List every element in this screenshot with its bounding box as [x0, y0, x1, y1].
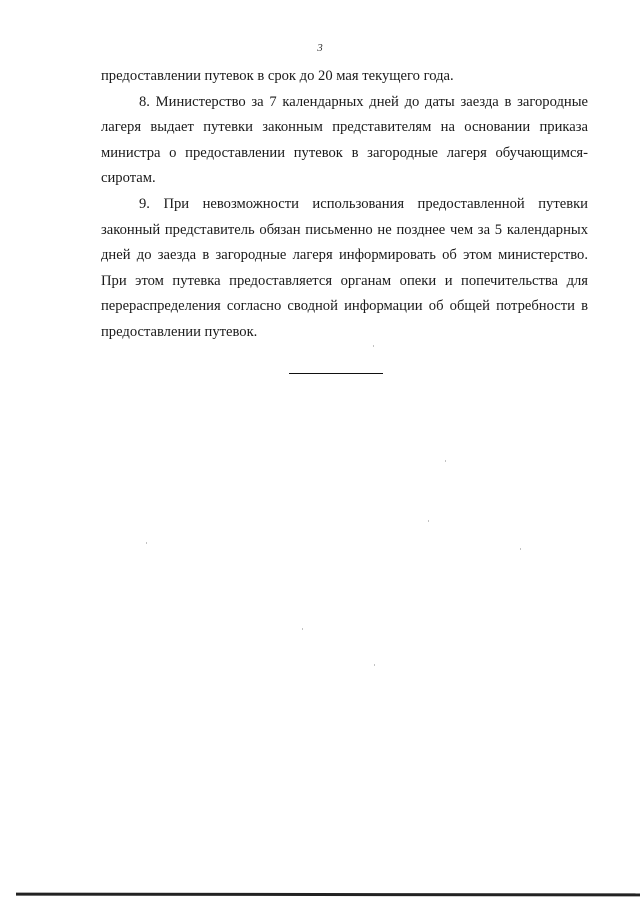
scan-bottom-edge — [16, 893, 640, 897]
scan-artifact — [146, 542, 147, 544]
page-number: 3 — [317, 42, 323, 54]
scan-artifact — [520, 548, 521, 550]
paragraph-continuation: предоставлении путевок в срок до 20 мая текущего года. — [101, 68, 454, 84]
end-separator-line — [289, 373, 383, 374]
scan-artifact — [374, 664, 375, 666]
paragraph-item-8: 8. Министерство за 7 календарных дней до даты заезда в загородные лагеря выдает путевки законным представителям на основании приказа министра о предоставлении путевок в загородные лагеря обучающимся-сиротам. — [101, 93, 588, 187]
scan-artifact — [428, 520, 429, 522]
scan-artifact — [302, 628, 303, 630]
document-body — [101, 64, 588, 346]
paragraph-item-9: 9. При невозможности использования предоставленной путевки законный представитель обязан письменно не позднее чем за 5 календарных дней до заезда в загородные лагеря информировать об этом министерство. При этом путевка предоставляется органам опеки и попечительства для перераспределения согласно сводной информации об общей потребности в предоставлении путевок. — [101, 195, 588, 340]
scan-artifact — [445, 460, 446, 462]
scan-artifact — [373, 345, 374, 347]
